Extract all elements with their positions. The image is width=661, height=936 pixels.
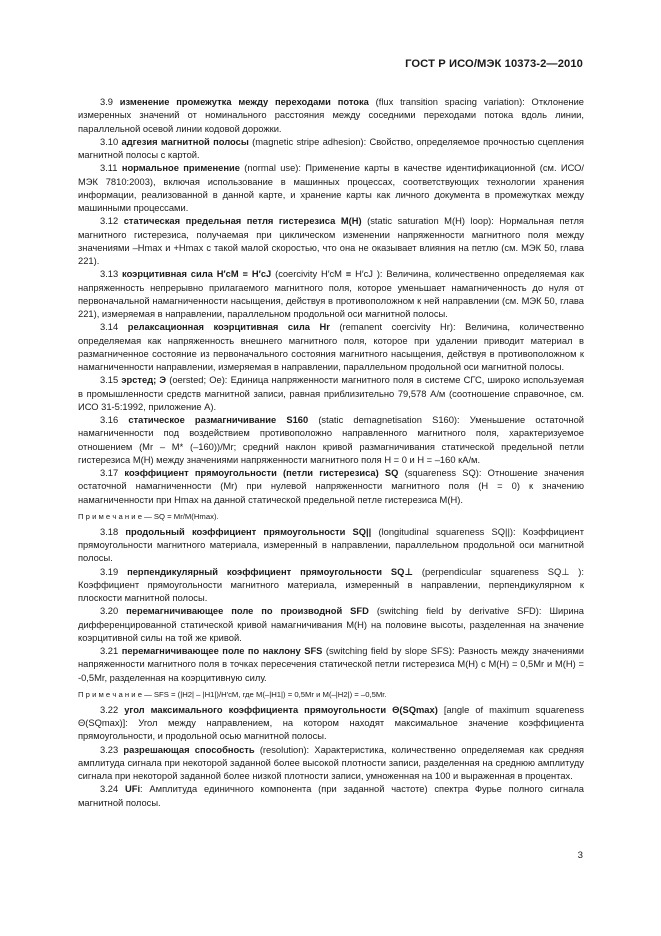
paragraph-3-17 — [78, 467, 584, 507]
note-sq: П р и м е ч а н и е — SQ = Mr/M(Hmax). — [78, 511, 219, 521]
page-number: 3 — [577, 850, 583, 861]
para-number: 3.22 — [100, 704, 119, 715]
document-body — [78, 96, 584, 810]
definition: (magnetic stripe adhesion): Свойство, определяемое прочностью сцепления магнитной полосы с картой. — [78, 136, 584, 160]
para-number: 3.23 — [100, 744, 119, 755]
term: перемагничивающее поле по производной SFD — [126, 606, 369, 617]
paragraph-3-14 — [78, 321, 584, 374]
term: нормальное применение — [121, 163, 240, 174]
term: продольный коэффициент прямоугольности SQ|| — [125, 526, 372, 537]
term: разрешающая способность — [123, 744, 255, 755]
para-number: 3.13 — [100, 269, 119, 280]
definition: (normal use): Применение карты в качестве идентификационной (см. ИСО/МЭК 7810:2003), включая использование в машинных процессах, соответствующих технологии хранения информации, реализованной в данной карте, и хранение карты как личного документа в промежутках между машинными процессами. — [78, 163, 584, 213]
para-number: 3.16 — [100, 415, 119, 425]
term: коэффициент прямоугольности (петли гистерезиса) SQ — [124, 468, 399, 478]
paragraph-3-21 — [78, 645, 584, 685]
definition: (flux transition spacing variation): Отклонение измеренных значений от номинального расстояния между соседними переходами потока вдоль линии, параллельной осевой линии кодовой дорожки. — [78, 97, 584, 134]
term: статическое размагничивание S160 — [128, 415, 309, 425]
definition: (switching field by derivative SFD): Ширина дифференцированной статической кривой намагничивания M(H) на половине высоты, разделенная на значение коэрцитивной силы на той же кривой. — [78, 606, 584, 643]
para-number: 3.14 — [100, 322, 119, 333]
paragraph-3-22 — [78, 704, 584, 744]
definition: (static saturation M(H) loop): Нормальная петля магнитного гистерезиса, получаемая при циклическом изменении напряженности магнитного поля между значениями –Hmax и +Hmax с такой малой скоростью, что она не оказывает влияния на петлю (см. МЭК 50, глава 221). — [78, 216, 584, 266]
term: угол максимального коэффициента прямоугольности Θ(SQmax) — [124, 704, 438, 715]
definition: (remanent coercivity Hr): Величина, количественно определяемая как напряженность внешнего магнитного поля, которое при удалении приводит материал в размагниченное состояние из первоначального состояния магнитного насыщения, действуя в противоположном к намагниченности направлении, измеряемая в направлении, параллельном продольной оси магнитной полосы. — [78, 322, 584, 372]
definition: (longitudinal squareness SQ||): Коэффициент прямоугольности магнитного материала, измеренный в направлении, параллельном продольной оси магнитной полосы. — [78, 526, 584, 564]
term: эрстед; Э — [121, 375, 167, 386]
paragraph-3-13 — [78, 268, 584, 321]
term: коэрцитивная сила H′cM ≡ H′cJ — [122, 269, 272, 280]
para-number: 3.19 — [100, 566, 119, 577]
definition: [angle of maximum squareness Θ(SQmax)]: Угол между направлением, на котором находят максимальное значение коэффициента прямоугольности, и продольной осью магнитной полосы. — [78, 704, 584, 742]
paragraph-3-11 — [78, 162, 584, 215]
para-number: 3.24 — [100, 784, 119, 795]
para-number: 3.15 — [100, 375, 119, 386]
para-number: 3.17 — [100, 468, 119, 478]
definition: (static demagnetisation S160): Уменьшение остаточной намагниченности под воздействием противоположно направленного магнитного поля, характеризуемое отношением (Mr – M* (–160))/Mr; средний наклон кривой размагничивания статической предельной петли гистерезиса M(H) между значениями напряженности магнитного поля H = 0 и H = –160 кА/м. — [78, 415, 584, 465]
paragraph-3-19 — [78, 566, 584, 606]
definition: (oersted; Oe): Единица напряженности магнитного поля в системе СГС, широко используемая в промышленности средств магнитной записи, равная приблизительно 79,578 А/м (соотношение справочное, см. ИСО 31-5:1992, приложение А). — [78, 375, 584, 412]
term: статическая предельная петля гистерезиса M(H) — [123, 216, 362, 227]
definition: (squareness SQ): Отношение значения остаточной намагниченности (Mr) при нулевой напряженности магнитного поля (H = 0) к значению намагниченности при Hmax на данной статической предельной петле гистерезиса M(H). — [78, 468, 585, 505]
term: перпендикулярный коэффициент прямоугольности SQ⊥ — [127, 566, 413, 577]
paragraph-3-16 — [78, 414, 584, 467]
paragraph-3-18 — [78, 526, 584, 566]
paragraph-3-24 — [78, 783, 584, 810]
document-header: ГОСТ Р ИСО/МЭК 10373-2—2010 — [405, 58, 583, 70]
term: адгезия магнитной полосы — [121, 136, 249, 147]
term: перемагничивающее поле по наклону SFS — [121, 646, 323, 656]
paragraph-3-10 — [78, 136, 584, 163]
definition: (coercivity H′cM ≡ H′cJ ): Величина, количественно определяемая как напряженность непрерывно прилагаемого магнитного поля, которое уменьшает намагниченность до нуля от первоначальной намагниченности насыщения, действуя в противоположном к ней направлении (см. МЭК 50, глава 221), измеряемая в направлении, параллельном продольной оси магнитной полосы. — [78, 269, 584, 319]
para-number: 3.12 — [100, 216, 119, 227]
term: релаксационная коэрцитивная сила Hr — [127, 322, 330, 333]
para-number: 3.20 — [100, 606, 119, 617]
paragraph-3-20 — [78, 605, 584, 645]
note-sfs: П р и м е ч а н и е — SFS = (|H2| – |H1|)/H′cM, где M(–|H1|) = 0,5Mr и M(–|H2|) = –0,5Mr. — [78, 689, 387, 699]
definition: (perpendicular squareness SQ⊥ ): Коэффициент прямоугольности магнитного материала, измеренный в направлении, перпендикулярном к плоскости магнитной полосы. — [78, 566, 584, 603]
term: изменение промежутка между переходами потока — [119, 97, 369, 107]
para-number: 3.18 — [100, 526, 119, 537]
paragraph-3-9 — [78, 96, 584, 136]
paragraph-3-23 — [78, 744, 584, 784]
definition: (switching field by slope SFS): Разность между значениями напряженности магнитного поля в точках пересечения статической петли гистерезиса M(H) с M(H) = 0,5Mr и M(H) = -0,5Mr, разделенная на коэрцитивную силу. — [78, 646, 585, 683]
para-number: 3.21 — [100, 646, 119, 656]
para-number: 3.11 — [100, 163, 118, 174]
paragraph-3-15 — [78, 374, 584, 414]
paragraph-3-12 — [78, 215, 584, 268]
para-number: 3.9 — [100, 97, 113, 107]
definition: (resolution): Характеристика, количественно определяемая как средняя амплитуда сигнала при некоторой заданной более высокой плотности записи, разделенная на среднюю амплитуду сигнала при некоторой заданной более низкой плотности записи, умноженная на 100 и выраженная в процентах. — [78, 744, 584, 781]
term: UFi — [124, 784, 141, 795]
definition: : Амплитуда единичного компонента (при заданной частоте) спектра Фурье полного сигнала магнитной полосы. — [78, 784, 584, 808]
para-number: 3.10 — [100, 136, 119, 147]
